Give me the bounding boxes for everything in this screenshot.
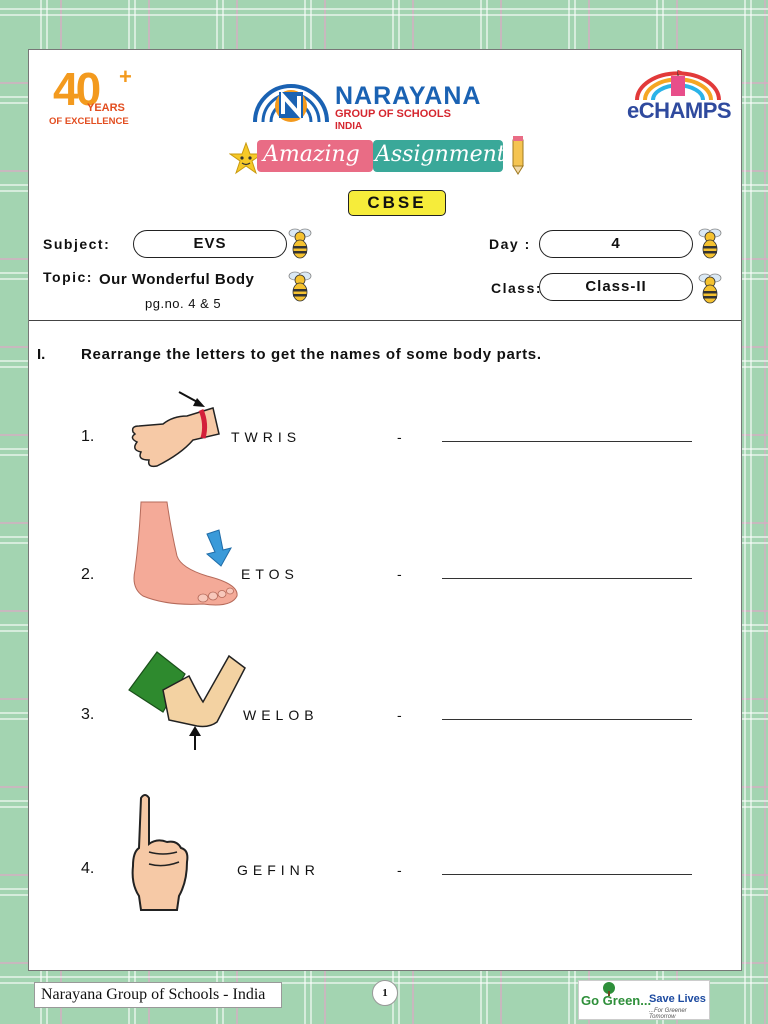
finger-icon bbox=[127, 792, 193, 914]
narayana-logo bbox=[249, 64, 519, 130]
item-dash: - bbox=[397, 707, 402, 723]
item-dash: - bbox=[397, 566, 402, 582]
item-number: 2. bbox=[81, 566, 95, 583]
class-value: Class-II bbox=[539, 273, 693, 301]
logo-40-years: YEARS bbox=[87, 102, 125, 114]
page-reference: pg.no. 4 & 5 bbox=[145, 296, 222, 311]
jumbled-word: GEFINR bbox=[237, 862, 320, 878]
echamps-logo bbox=[623, 68, 735, 132]
jumbled-word: TWRIS bbox=[231, 429, 302, 445]
forty-years-logo bbox=[49, 63, 144, 130]
answer-blank[interactable] bbox=[442, 862, 692, 875]
item-dash: - bbox=[397, 862, 402, 878]
topic-label: Topic: bbox=[43, 269, 93, 285]
class-label: Class: bbox=[491, 280, 543, 296]
banner-word-amazing: Amazing bbox=[263, 142, 360, 167]
subject-value: EVS bbox=[133, 230, 287, 258]
logo-40-tagline: OF EXCELLENCE bbox=[49, 116, 129, 127]
item-number: 4. bbox=[81, 860, 95, 877]
banner-word-assignment: Assignment bbox=[375, 142, 506, 167]
save-lives-text: Save Lives bbox=[649, 993, 706, 1005]
header-divider bbox=[29, 320, 741, 321]
elbow-icon bbox=[125, 650, 255, 756]
question-number: I. bbox=[37, 346, 46, 363]
logo-40-number: 40 bbox=[53, 63, 99, 115]
narayana-emblem-icon bbox=[249, 64, 333, 130]
jumbled-word: WELOB bbox=[243, 707, 319, 723]
toes-icon bbox=[127, 500, 247, 610]
item-dash: - bbox=[397, 429, 402, 445]
narayana-group: GROUP OF SCHOOLS bbox=[335, 108, 451, 120]
bee-icon bbox=[697, 270, 723, 304]
question-text: Rearrange the letters to get the names of some body parts. bbox=[81, 346, 542, 363]
footer-school-name: Narayana Group of Schools - India bbox=[34, 982, 282, 1008]
jumbled-word: ETOS bbox=[241, 566, 299, 582]
amazing-assignment-banner bbox=[229, 136, 529, 180]
rainbow-castle-icon bbox=[623, 68, 733, 102]
go-green-text: Go Green... bbox=[581, 993, 652, 1008]
board-badge: CBSE bbox=[348, 190, 446, 216]
answer-blank[interactable] bbox=[442, 566, 692, 579]
bee-icon bbox=[287, 225, 313, 259]
page-number: 1 bbox=[372, 980, 398, 1006]
day-label: Day : bbox=[489, 236, 531, 252]
item-number: 1. bbox=[81, 428, 95, 445]
narayana-india: INDIA bbox=[335, 121, 363, 132]
go-green-tagline: ...For Greener Tomorrow bbox=[649, 1008, 687, 1020]
item-number: 3. bbox=[81, 706, 95, 723]
answer-blank[interactable] bbox=[442, 429, 692, 442]
go-green-logo bbox=[578, 980, 710, 1020]
answer-blank[interactable] bbox=[442, 707, 692, 720]
echamps-wordmark: eCHAMPS bbox=[627, 98, 732, 123]
bee-icon bbox=[697, 225, 723, 259]
wrist-icon bbox=[127, 388, 227, 470]
bee-icon bbox=[287, 268, 313, 302]
subject-label: Subject: bbox=[43, 236, 111, 252]
worksheet-page bbox=[28, 49, 742, 971]
pencil-mascot-icon bbox=[507, 136, 529, 176]
topic-value: Our Wonderful Body bbox=[99, 271, 255, 288]
day-value: 4 bbox=[539, 230, 693, 258]
logo-40-plus: + bbox=[119, 64, 132, 89]
narayana-brand: NARAYANA bbox=[335, 82, 482, 110]
